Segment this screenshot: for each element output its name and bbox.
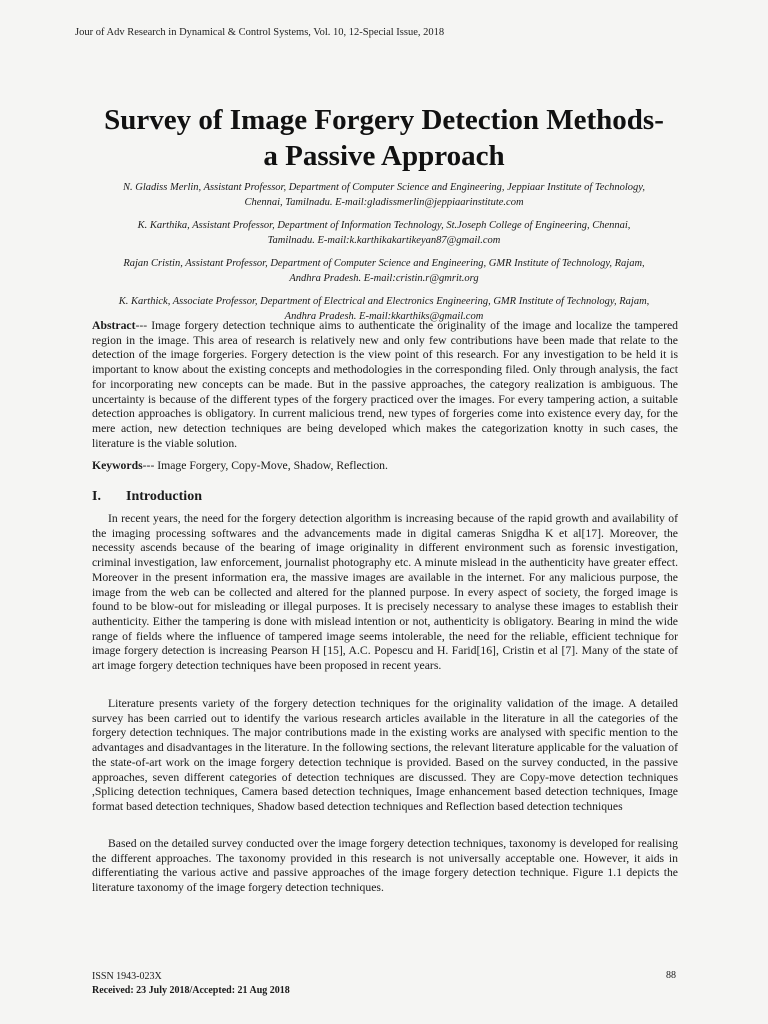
section-title: Introduction: [126, 489, 202, 504]
keywords: [92, 459, 678, 474]
abstract-label: Abstract: [92, 319, 136, 332]
author-list: [85, 180, 683, 332]
footer-info: [92, 970, 290, 998]
received-dates: Received: 23 July 2018/Accepted: 21 Aug 2018: [92, 985, 290, 996]
title-line-2: a Passive Approach: [263, 140, 505, 172]
author-affiliation: [85, 256, 683, 286]
section-number: I.: [92, 489, 101, 504]
journal-header: Jour of Adv Research in Dynamical & Control Systems, Vol. 10, 12-Special Issue, 2018: [75, 27, 445, 38]
author-line: Chennai, Tamilnadu. E-mail:gladissmerlin@jeppiaarinstitute.com: [244, 197, 524, 208]
author-line: K. Karthick, Associate Professor, Department of Electrical and Electronics Engineering, GMR Institute of Technology, Rajam,: [118, 296, 650, 307]
title-line-1: Survey of Image Forgery Detection Methods-: [104, 104, 664, 136]
paragraph: Literature presents variety of the forgery detection techniques for the originality validation of the image. A detailed survey has been carried out to identify the various research articles available in the literature in all the categories of the forgery detection techniques. The major contributions made in the existing works are analysed with specific mention to the advantages and disadvantages in the literature. In the following sections, the relevant literature applicable for the valuation of the state-of-art work on the image forgery detection technique is provided. Based on the survey conducted, in the passive approaches, seven different categories of detection techniques are discussed. They are Copy-move detection techniques ,Splicing detection techniques, Camera based detection techniques, Image enhancement based detection techniques, Image format based detection techniques, Shadow based detection techniques and Reflection based detection techniques: [92, 697, 678, 813]
abstract-text: --- Image forgery detection technique aims to authenticate the originality of the image and localize the tampered region in the image. This area of research is relatively new and only few contributions have been made that relate to the detection of the image forgeries. Forgery detection is the view point of this research. For any investigation to be held it is important to know about the existing concepts and methodologies in the corresponding filed. Only through analysis, the fact for incorporating new concepts can be made. But in the passive approaches, the category realization is ambiguous. The uncertainty is because of the different types of the forgery practiced over the images. For every tampering action, a suitable detection approaches is obligatory. In current malicious trend, new types of forgeries come into existence every day, for the mere action, new detection techniques are being developed which makes the categorization knotty in such cases, the literature is the viable solution.: [92, 319, 678, 450]
paragraph: Based on the detailed survey conducted over the image forgery detection techniques, taxonomy is developed for realising the different approaches. The taxonomy provided in this research is not universally acceptable one. However, it aids in differentiating the various active and passive approaches of the image forgery detection technique. Figure 1.1 depicts the literature taxonomy of the image forgery detection techniques.: [92, 837, 678, 895]
keywords-text: --- Image Forgery, Copy-Move, Shadow, Reflection.: [142, 459, 388, 472]
issn: ISSN 1943-023X: [92, 971, 162, 982]
author-line: K. Karthika, Assistant Professor, Department of Information Technology, St.Joseph College of Engineering, Chennai,: [137, 220, 631, 231]
author-line: N. Gladiss Merlin, Assistant Professor, Department of Computer Science and Engineering, Jeppiaar Institute of Technology,: [123, 182, 645, 193]
author-line: Andhra Pradesh. E-mail:cristin.r@gmrit.org: [289, 273, 479, 284]
author-line: Andhra Pradesh. E-mail:kkarthiks@gmail.com: [284, 311, 484, 322]
abstract: [92, 319, 678, 451]
page-number: 88: [666, 970, 676, 981]
author-affiliation: [85, 180, 683, 210]
author-affiliation: [85, 218, 683, 248]
paragraph: In recent years, the need for the forgery detection algorithm is increasing because of the rapid growth and availability of the imaging processing softwares and the advancements made in digital cameras Snigdha K et al[17]. Moreover, the necessity ascends because of the bearing of image originality in different environment such as forensic investigation, criminal investigation, law enforcement, journalist photography etc. A minute mislead in the authenticity have greater effect. Moreover in the present information era, the massive images are available in the internet. For any malicious purpose, the image from the web can be collected and altered for the planned purpose. In every aspect of society, the forged image is found to be blow-out for misleading or illegal purposes. It is precisely necessary to analyse these images to establish their authenticity. Either the tampering is done with mislead intention or not, authenticity is obligatory. Bearing in mind the wide range of fields where the influence of tampered image seems intolerable, the need for the reliable, efficient technique for image forgery detection is increasing Pearson H [15], A.C. Popescu and H. Farid[16], Cristin et al [7]. Many of the state of art image forgery detection techniques have been proposed in recent years.: [92, 512, 678, 673]
author-line: Tamilnadu. E-mail:k.karthikakartikeyan87@gmail.com: [267, 235, 501, 246]
author-line: Rajan Cristin, Assistant Professor, Department of Computer Science and Engineering, GMR Institute of Technology, Rajam,: [123, 258, 645, 269]
keywords-label: Keywords: [92, 459, 143, 472]
section-heading: [92, 489, 202, 505]
paper-title: [60, 102, 708, 174]
